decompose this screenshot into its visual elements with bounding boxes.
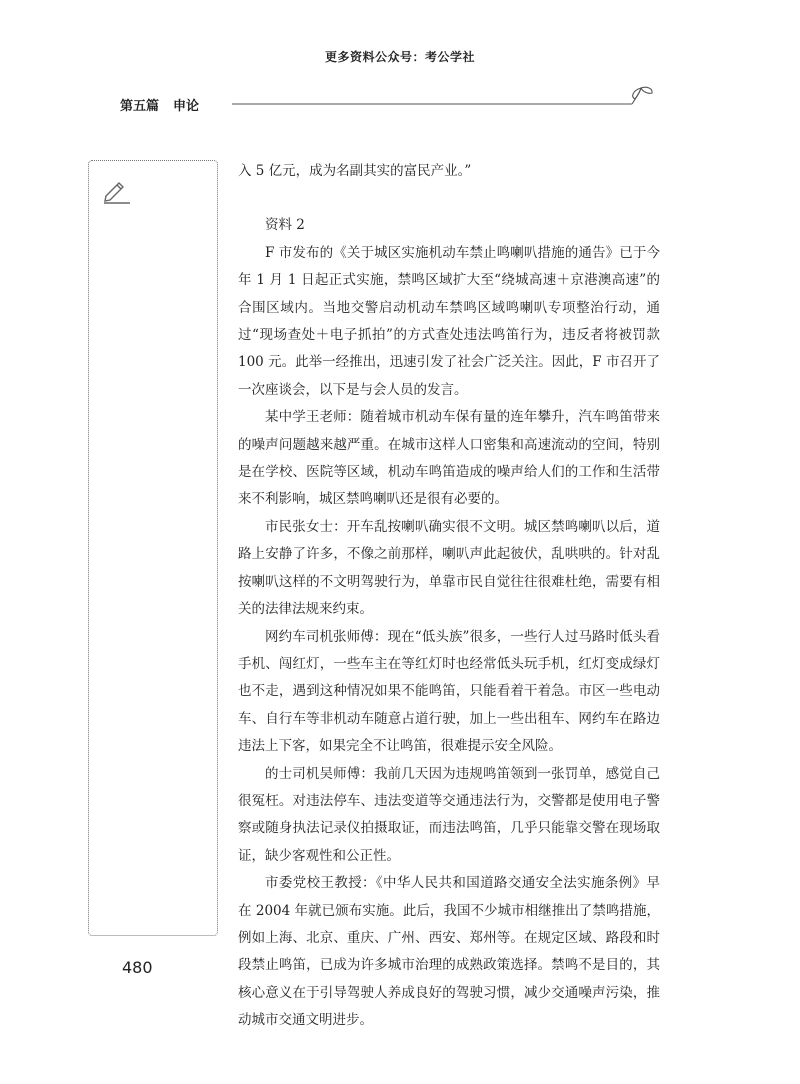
leaf-sprout-icon [632,87,652,104]
paragraph: 市委党校王教授：《中华人民共和国道路交通安全法实施条例》早在 2004 年就已颁布实施。此后，我国不少城市相继推出了禁鸣措施，例如上海、北京、重庆、广州、西安、郑州等。在规定区域、路段和时段禁止鸣笛，已成为许多城市治理的成熟政策选择。禁鸣不是目的，其核心意义在于引导驾驶人养成良好的驾驶习惯，减少交通噪声污染，推动城市交通文明进步。 [238,875,660,1029]
paragraph: 市民张女士：开车乱按喇叭确实很不文明。城区禁鸣喇叭以后，道路上安静了许多，不像之前那样，喇叭声此起彼伏，乱哄哄的。针对乱按喇叭这样的不文明驾驶行为，单靠市民自觉往往很难杜绝，需要有相关的法律法规来约束。 [238,518,660,618]
page-number: 480 [122,958,153,977]
body-text [238,158,660,1035]
paragraph: 某中学王老师：随着城市机动车保有量的连年攀升，汽车鸣笛带来的噪声问题越来越严重。在城市这样人口密集和高速流动的空间，特别是在学校、医院等区域，机动车鸣笛造成的噪声给人们的工作和生活带来不利影响，城区禁鸣喇叭还是很有必要的。 [238,409,660,508]
pencil-icon [102,178,132,206]
material-title: 资料 2 [265,217,305,234]
paragraph: 的士司机吴师傅：我前几天因为违规鸣笛领到一张罚单，感觉自己很冤枉。对违法停车、违法变道等交通违法行为，交警都是使用电子警察或随身执法记录仪拍摄取证，而违法鸣笛，几乎只能靠交警在现场取证，缺少客观性和公正性。 [238,765,660,864]
paragraph: 入 5 亿元，成为名副其实的富民产业。” [238,163,472,179]
header-part: 第五篇 [120,99,160,114]
notes-margin-box [88,160,218,936]
header-rule [232,84,662,108]
paragraph: F 市发布的《关于城区实施机动车禁止鸣喇叭措施的通告》已于今年 1 月 1 日起正式实施，禁鸣区域扩大至“绕城高速＋京港澳高速”的合围区域内。当地交警启动机动车禁鸣区域鸣喇叭专项整治行动，通过“现场查处＋电子抓拍”的方式查处违法鸣笛行为，违反者将被罚款 100 元。此举一经推出，迅速引发了社会广泛关注。因此，F 市召开了一次座谈会，以下是与会人员的发言。 [238,244,660,398]
header-section: 申论 [173,99,200,114]
paragraph: 网约车司机张师傅：现在“低头族”很多，一些行人过马路时低头看手机、闯红灯，一些车主在等红灯时也经常低头玩手机，红灯变成绿灯也不走，遇到这种情况如果不能鸣笛，只能看着干着急。市区一些电动车、自行车等非机动车随意占道行驶，加上一些出租车、网约车在路边违法上下客，如果完全不让鸣笛，很难提示安全风险。 [238,628,660,755]
running-header [120,95,199,114]
watermark-text: 更多资料公众号：考公学社 [324,50,475,64]
